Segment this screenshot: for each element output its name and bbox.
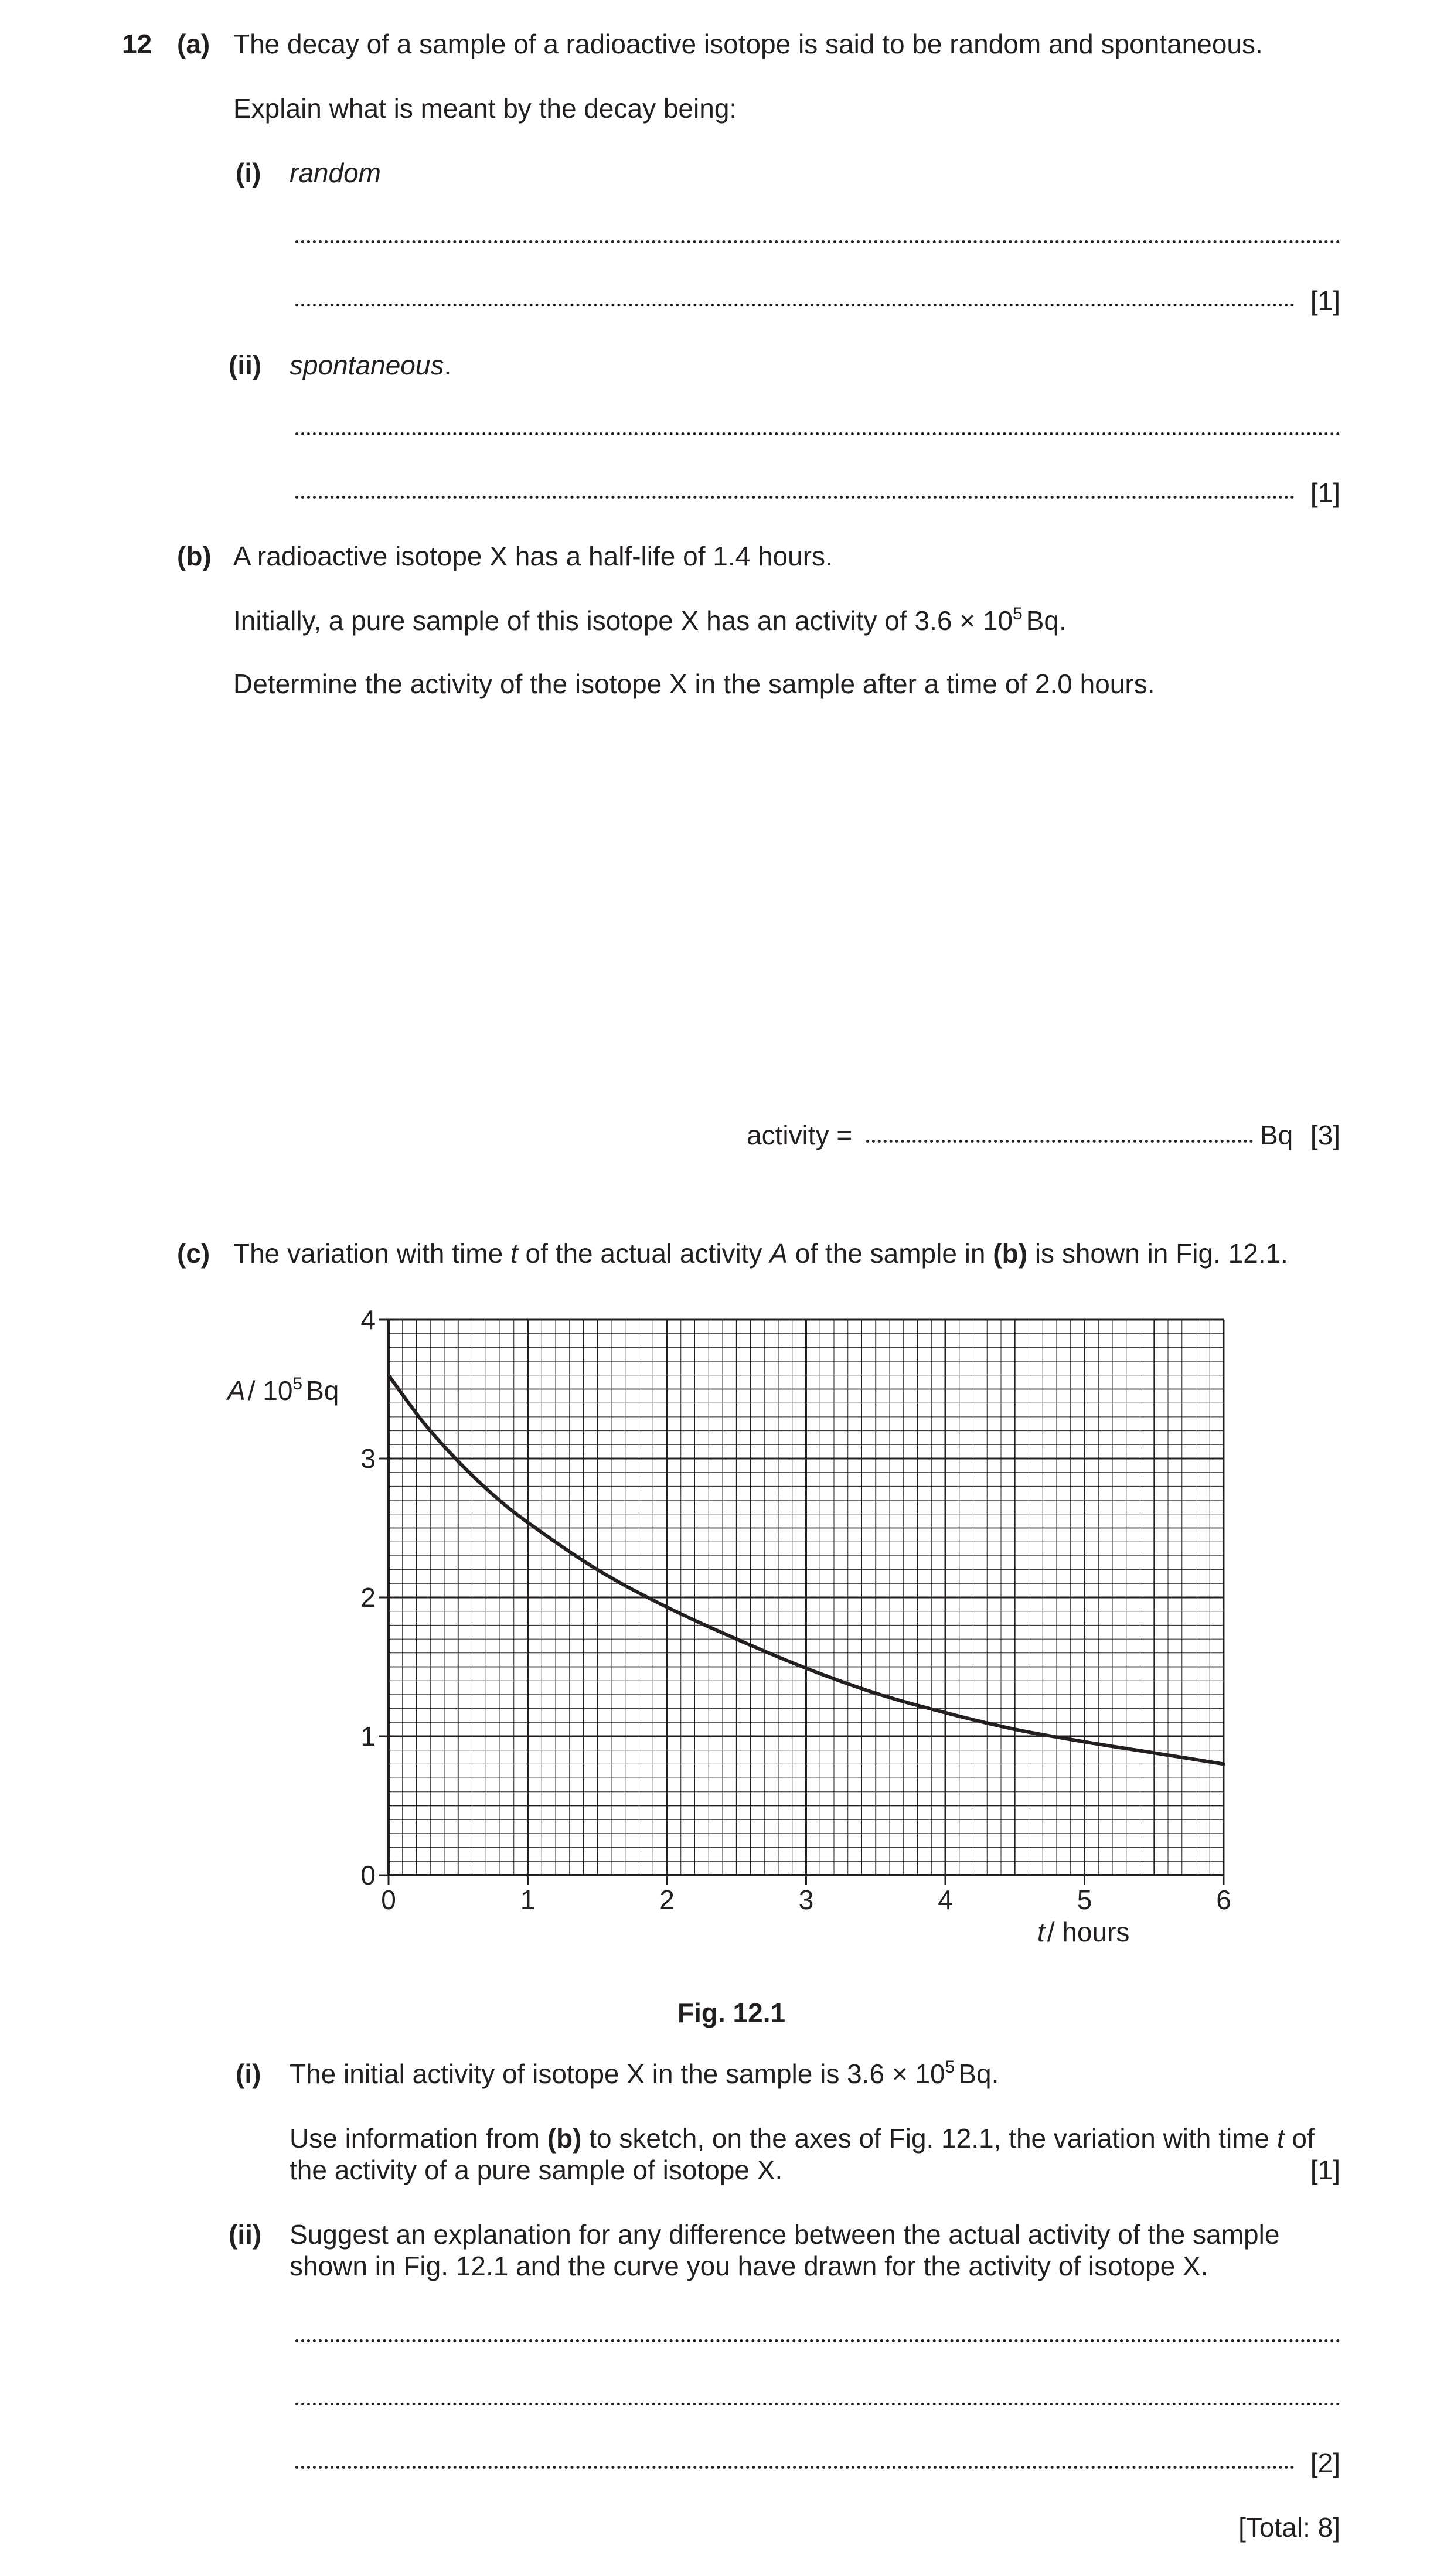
x-tick-label: 5 <box>1077 1885 1092 1915</box>
x-tick-label: 3 <box>798 1885 814 1915</box>
answer-line-c-ii-3[interactable] <box>295 2466 1295 2469</box>
x-tick-label: 1 <box>520 1885 536 1915</box>
part-a-ii-label: (ii) <box>229 350 262 380</box>
x-tick-label: 4 <box>938 1885 953 1915</box>
part-b-label: (b) <box>177 541 212 571</box>
question-number: 12 <box>122 29 152 59</box>
part-a-ii-word-text: spontaneous <box>290 350 444 380</box>
x-tick-label: 6 <box>1216 1885 1231 1915</box>
y-tick-label: 0 <box>360 1860 376 1890</box>
y-axis-label-unit-exp: 5 <box>292 1374 303 1393</box>
part-c-i-line2 <box>290 2122 1315 2155</box>
part-c-i-line1-post: Bq. <box>958 2059 999 2089</box>
part-c-i-line1-pre: The initial activity of isotope X in the sample is 3.6 × 10 <box>290 2059 945 2089</box>
x-tick-label: 2 <box>659 1885 675 1915</box>
part-c-stem-2: of the actual activity <box>517 1238 770 1269</box>
part-c-stem-4: is shown in Fig. 12.1. <box>1027 1238 1288 1269</box>
part-c-i-line1 <box>290 2058 999 2090</box>
marks-c-ii: [2] <box>1310 2448 1340 2478</box>
answer-unit-bq: Bq <box>1260 1120 1293 1150</box>
part-c-stem-1: The variation with time <box>233 1238 510 1269</box>
part-c-i-line2-d: of <box>1284 2123 1315 2154</box>
part-b-line1: A radioactive isotope X has a half-life of 1.4 hours. <box>233 541 833 571</box>
y-axis-label <box>227 1375 339 1407</box>
part-c-ii-label: (ii) <box>229 2219 262 2250</box>
part-a-instruction: Explain what is meant by the decay being: <box>233 93 737 124</box>
part-a-i-word: random <box>290 158 381 188</box>
part-b-line3: Determine the activity of the isotope X in the sample after a time of 2.0 hours. <box>233 669 1155 699</box>
marks-c-i: [1] <box>1310 2155 1340 2185</box>
part-c-i-line2-b: (b) <box>547 2123 582 2154</box>
graph-axes <box>360 1304 1231 1915</box>
x-axis-label <box>1037 1916 1129 1948</box>
part-c-i-label: (i) <box>236 2059 261 2089</box>
y-axis-label-unit-pre: / 10 <box>247 1375 293 1406</box>
total-marks: [Total: 8] <box>1238 2512 1340 2543</box>
figure-caption: Fig. 12.1 <box>677 1998 786 2028</box>
marks-a-ii: [1] <box>1310 478 1340 508</box>
x-tick-label: 0 <box>381 1885 396 1915</box>
part-c-ii-line1: Suggest an explanation for any difference between the actual activity of the sample <box>290 2219 1280 2250</box>
part-c-stem-t: t <box>510 1238 518 1269</box>
answer-line-c-ii-2[interactable] <box>295 2403 1340 2405</box>
part-c-stem-3: of the sample in <box>787 1238 993 1269</box>
part-b-line2-exp: 5 <box>1013 604 1023 623</box>
marks-b: [3] <box>1310 1120 1340 1150</box>
part-c-i-line2-c: to sketch, on the axes of Fig. 12.1, the variation with time <box>581 2123 1277 2154</box>
part-a-stem: The decay of a sample of a radioactive isotope is said to be random and spontaneous. <box>233 29 1263 59</box>
part-a-ii-period: . <box>444 350 452 380</box>
y-tick-label: 2 <box>360 1582 376 1613</box>
x-axis-label-unit: / hours <box>1047 1917 1130 1947</box>
part-c-i-line2-t: t <box>1276 2123 1285 2154</box>
y-tick-label: 3 <box>360 1443 376 1474</box>
answer-label-activity: activity = <box>747 1120 853 1150</box>
graph-grid <box>389 1320 1224 1875</box>
part-c-ii-line2: shown in Fig. 12.1 and the curve you have drawn for the activity of isotope X. <box>290 2251 1208 2281</box>
part-c-stem-a: A <box>769 1238 788 1269</box>
part-a-i-label: (i) <box>236 158 261 188</box>
answer-line-c-ii-1[interactable] <box>295 2339 1340 2342</box>
y-tick-label: 4 <box>360 1304 376 1335</box>
part-c-i-line2-a: Use information from <box>290 2123 547 2154</box>
part-c-i-line3: the activity of a pure sample of isotope X. <box>290 2155 783 2185</box>
part-c-label: (c) <box>177 1238 210 1269</box>
y-tick-label: 1 <box>360 1721 376 1752</box>
part-b-line2-pre: Initially, a pure sample of this isotope X has an activity of 3.6 × 10 <box>233 605 1013 636</box>
part-a-label: (a) <box>177 29 210 59</box>
part-c-stem-b: (b) <box>993 1238 1028 1269</box>
part-c-i-line1-exp: 5 <box>945 2057 955 2077</box>
marks-a-i: [1] <box>1310 285 1340 316</box>
part-b-line2-post: Bq. <box>1026 605 1067 636</box>
x-axis-label-var: t <box>1037 1917 1045 1947</box>
y-axis-label-var: A <box>227 1375 246 1406</box>
y-axis-label-unit-post: Bq <box>306 1375 339 1406</box>
